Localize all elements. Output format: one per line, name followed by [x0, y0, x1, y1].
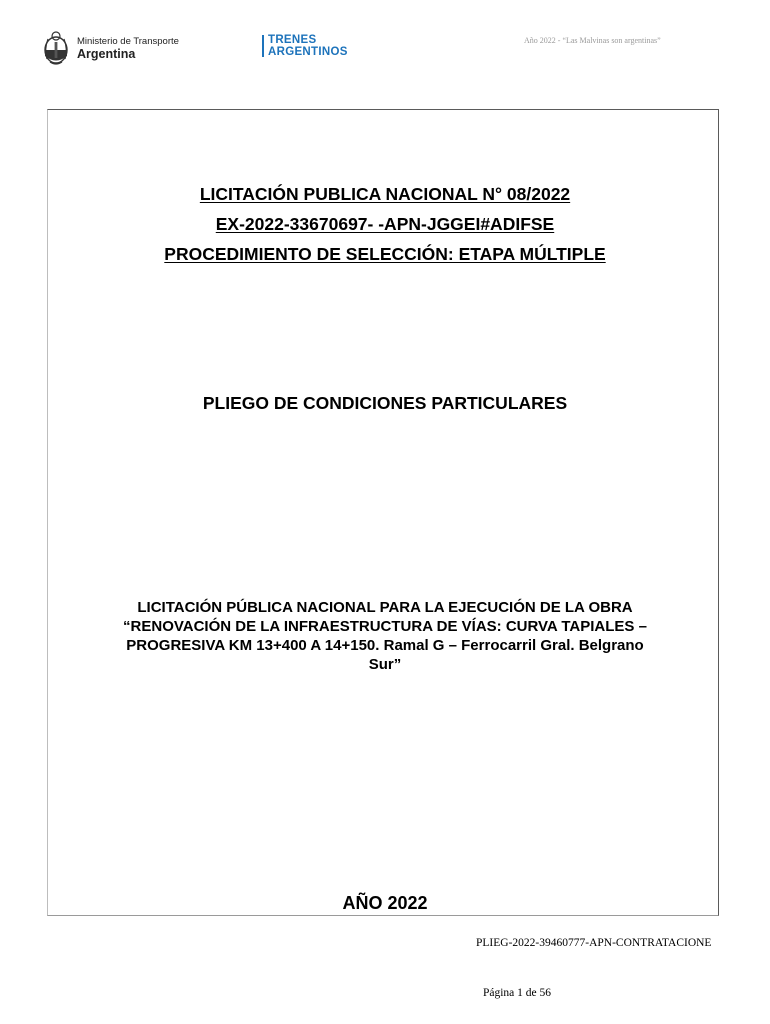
expediente-number: EX-2022-33670697- -APN-JGGEI#ADIFSE: [215, 214, 555, 234]
year-label: AÑO 2022: [342, 893, 428, 913]
obra-line: “RENOVACIÓN DE LA INFRAESTRUCTURA DE VÍAS: CURVA TAPIALES –: [123, 618, 647, 635]
trenes-argentinos-logo: [262, 34, 372, 62]
obra-line: Sur”: [368, 656, 402, 673]
argentina-label: Argentina: [77, 47, 136, 61]
obra-line: LICITACIÓN PÚBLICA NACIONAL PARA LA EJECUCIÓN DE LA OBRA: [137, 599, 633, 616]
trenes-logo-bar: [262, 35, 264, 57]
licitacion-title: LICITACIÓN PUBLICA NACIONAL N° 08/2022: [199, 184, 571, 204]
pliego-title: PLIEGO DE CONDICIONES PARTICULARES: [202, 393, 568, 413]
argentinos-label: ARGENTINOS: [268, 46, 348, 58]
year-motto: Año 2022 - “Las Malvinas son argentinas”: [524, 36, 661, 45]
ministerio-transporte-logo: [40, 29, 190, 67]
procedimiento-line: PROCEDIMIENTO DE SELECCIÓN: ETAPA MÚLTIPLE: [164, 244, 606, 264]
obra-description: [55, 598, 715, 674]
ministerio-label: Ministerio de Transporte: [77, 36, 179, 47]
document-id: PLIEG-2022-39460777-APN-CONTRATACIONE: [476, 937, 712, 949]
obra-line: PROGRESIVA KM 13+400 A 14+150. Ramal G – Ferrocarril Gral. Belgrano: [126, 637, 644, 654]
argentina-coat-of-arms-icon: [40, 29, 72, 67]
page-number: Página 1 de 56: [482, 987, 552, 999]
trenes-label: TRENES: [268, 34, 317, 46]
